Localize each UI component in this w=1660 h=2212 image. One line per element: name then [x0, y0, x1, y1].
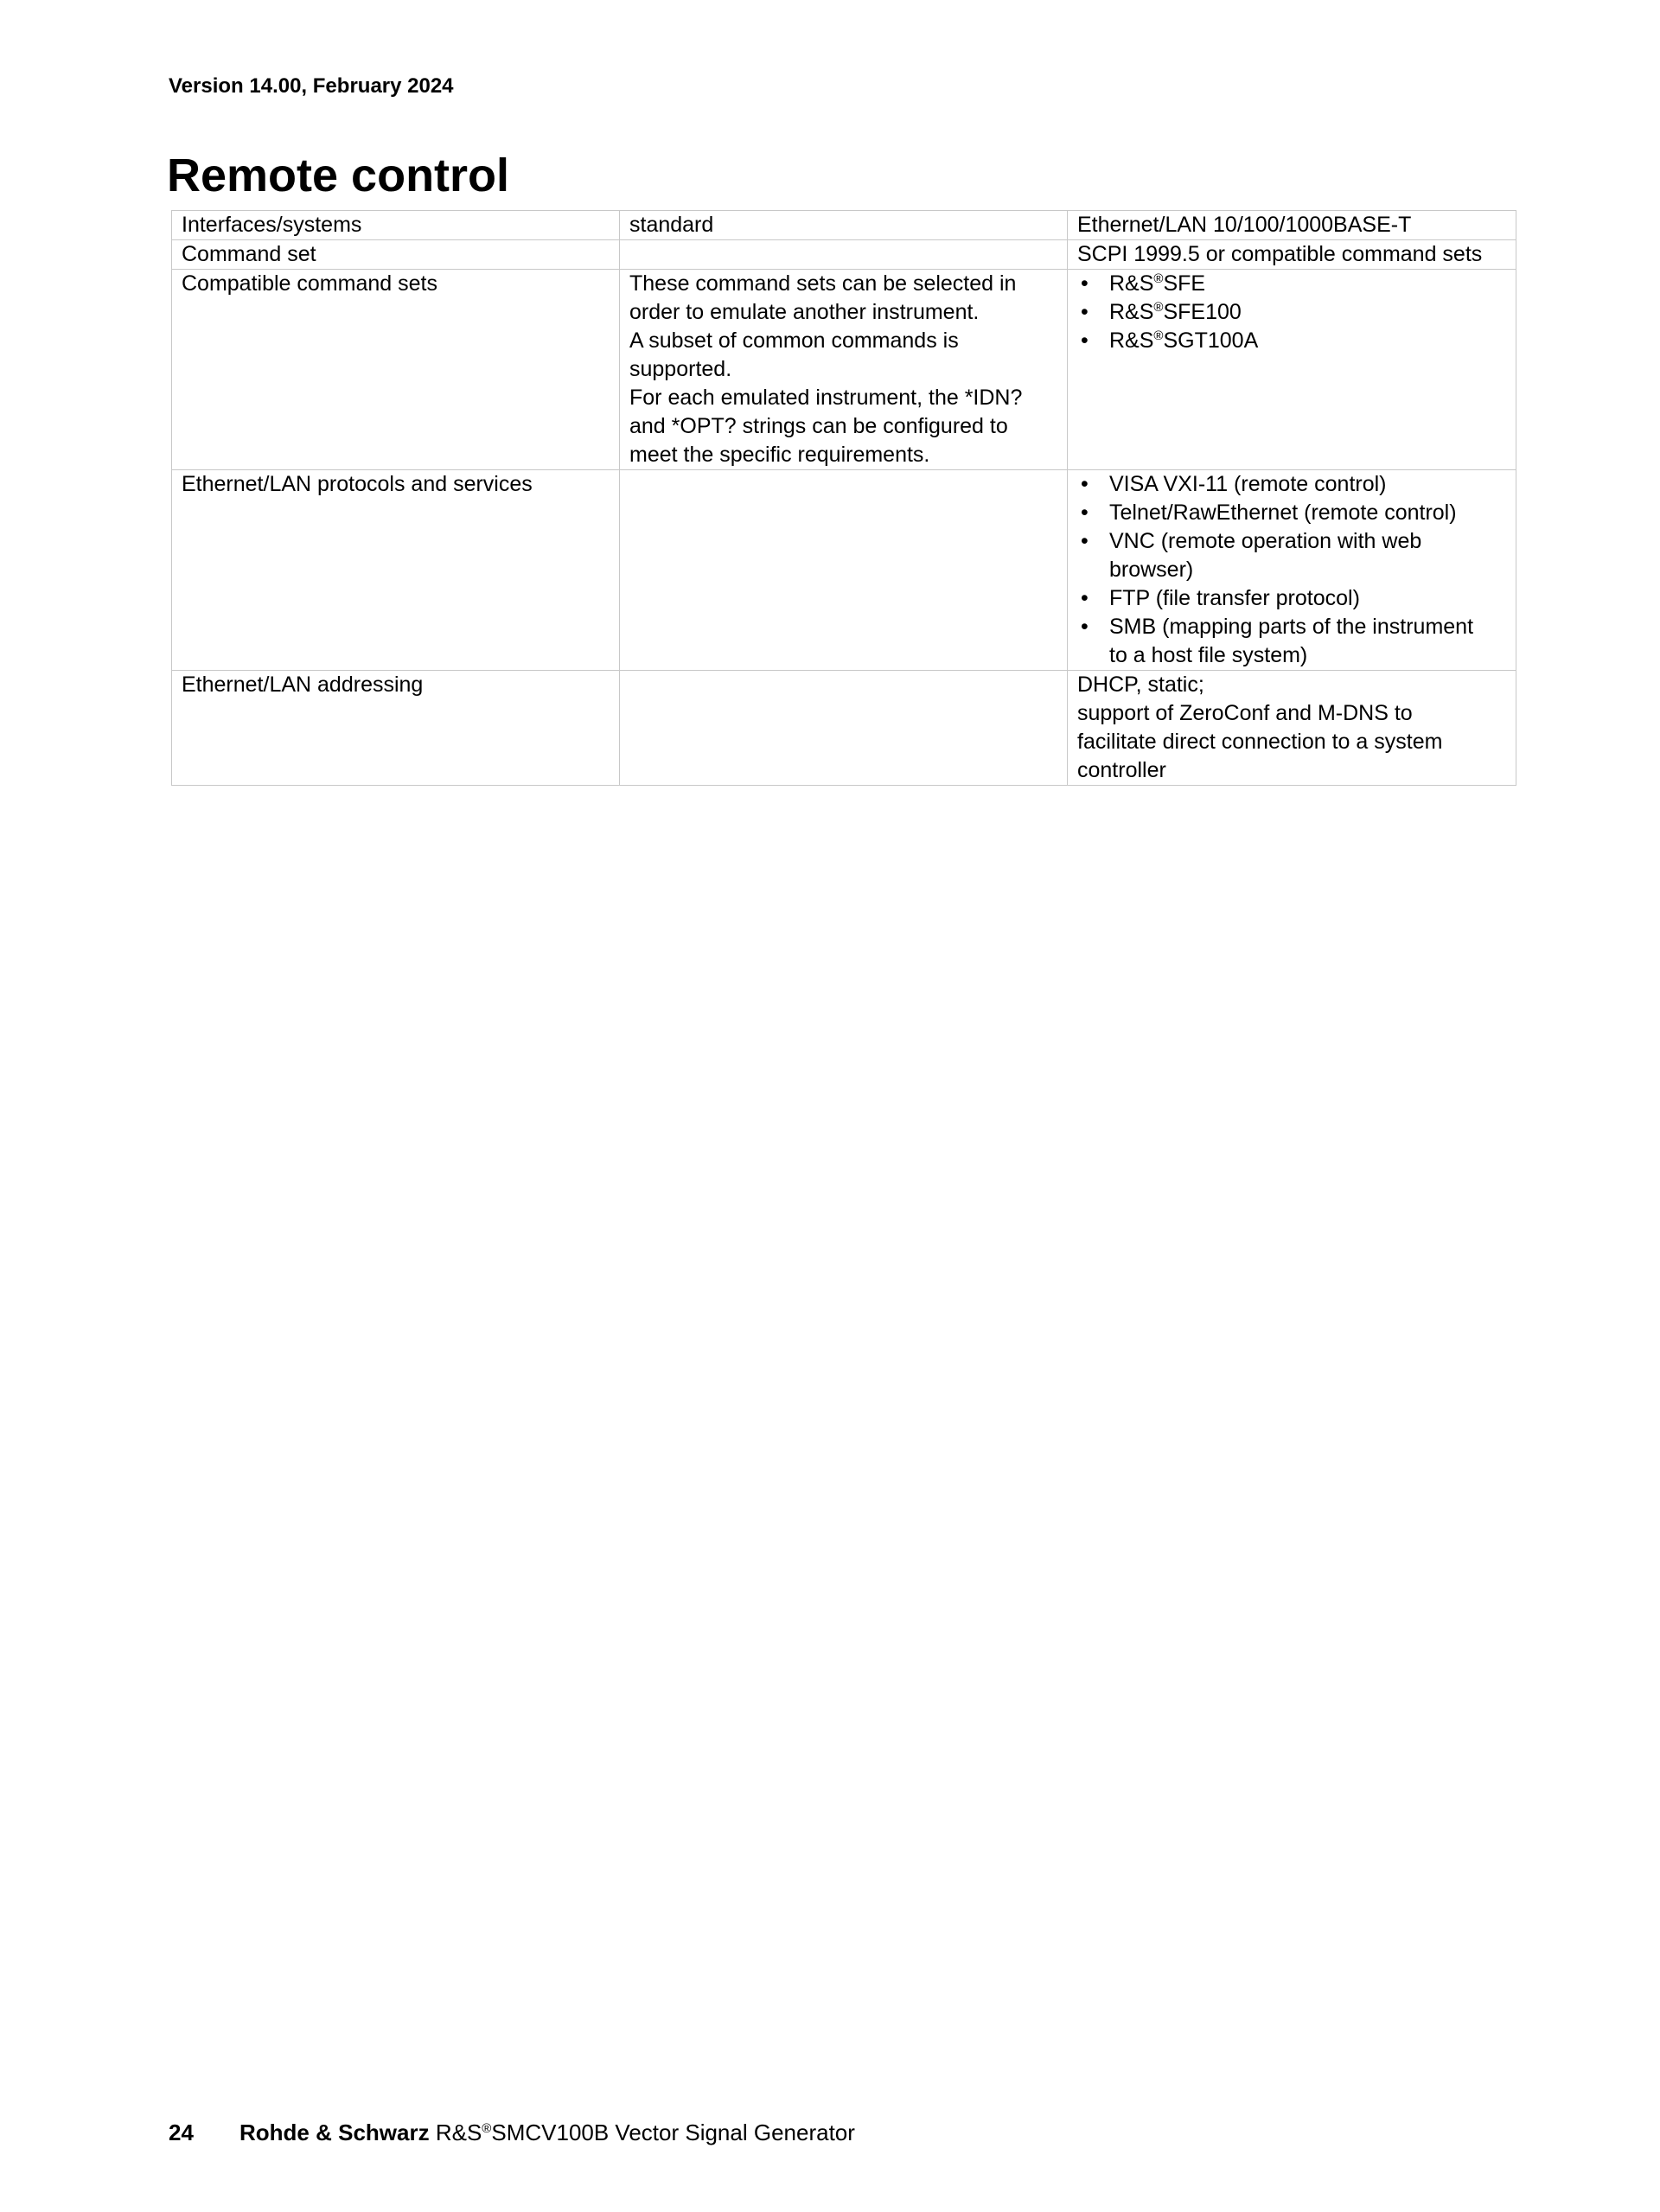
- condition-line: These command sets can be selected in: [629, 271, 1017, 296]
- item-text: VISA VXI-11 (remote control): [1109, 472, 1387, 496]
- list-item: [1077, 270, 1507, 298]
- registered-mark: ®: [482, 2121, 492, 2136]
- spec-value: SCPI 1999.5 or compatible command sets: [1068, 240, 1516, 270]
- condition-line: For each emulated instrument, the *IDN?: [629, 386, 1023, 410]
- item-text: browser): [1109, 558, 1194, 582]
- spec-condition: [620, 470, 1068, 671]
- spec-label: Ethernet/LAN protocols and services: [172, 470, 620, 671]
- protocol-list: [1077, 470, 1507, 670]
- value-line: DHCP, static;: [1077, 673, 1204, 697]
- condition-line: order to emulate another instrument.: [629, 300, 980, 324]
- registered-mark: ®: [1153, 328, 1164, 343]
- spec-condition: [620, 240, 1068, 270]
- table-row: [172, 470, 1516, 671]
- bullet-icon: •: [1081, 328, 1089, 353]
- value-line: support of ZeroConf and M-DNS to: [1077, 701, 1413, 725]
- spec-value: [1068, 671, 1516, 786]
- spec-value: [1068, 270, 1516, 470]
- item-prefix: R&S: [1109, 271, 1154, 296]
- spec-condition: standard: [620, 211, 1068, 240]
- item-prefix: R&S: [1109, 328, 1154, 353]
- spec-label: Compatible command sets: [172, 270, 620, 470]
- item-text: Telnet/RawEthernet (remote control): [1109, 500, 1457, 525]
- page-number: 24: [169, 2120, 194, 2145]
- list-item: [1077, 327, 1507, 355]
- item-text: to a host file system): [1109, 643, 1308, 667]
- section-title: Remote control: [167, 150, 510, 201]
- list-item: [1077, 470, 1507, 499]
- product-name: SMCV100B Vector Signal Generator: [491, 2120, 855, 2145]
- remote-control-spec-table: [171, 210, 1516, 786]
- item-prefix: R&S: [1109, 300, 1154, 324]
- list-item: [1077, 298, 1507, 327]
- list-item: [1077, 613, 1507, 670]
- list-item: [1077, 499, 1507, 527]
- table-row: [172, 671, 1516, 786]
- spec-value: [1068, 470, 1516, 671]
- list-item: [1077, 584, 1507, 613]
- registered-mark: ®: [1153, 271, 1164, 286]
- bullet-icon: •: [1081, 472, 1089, 496]
- value-line: facilitate direct connection to a system: [1077, 730, 1443, 754]
- page-footer: [169, 2120, 855, 2146]
- table-row: [172, 240, 1516, 270]
- spec-label: Ethernet/LAN addressing: [172, 671, 620, 786]
- table-row: [172, 211, 1516, 240]
- spec-condition: [620, 270, 1068, 470]
- bullet-icon: •: [1081, 586, 1089, 610]
- value-line: controller: [1077, 758, 1166, 782]
- item-suffix: SFE100: [1163, 300, 1242, 324]
- item-text: SMB (mapping parts of the instrument: [1109, 615, 1474, 639]
- bullet-icon: •: [1081, 271, 1089, 296]
- table-row: [172, 270, 1516, 470]
- bullet-icon: •: [1081, 300, 1089, 324]
- bullet-icon: •: [1081, 500, 1089, 525]
- spec-label: Interfaces/systems: [172, 211, 620, 240]
- condition-line: A subset of common commands is: [629, 328, 959, 353]
- document-version: Version 14.00, February 2024: [169, 74, 454, 98]
- item-text: FTP (file transfer protocol): [1109, 586, 1360, 610]
- condition-line: supported.: [629, 357, 732, 381]
- item-text: VNC (remote operation with web: [1109, 529, 1422, 553]
- condition-line: and *OPT? strings can be configured to: [629, 414, 1008, 438]
- bullet-icon: •: [1081, 529, 1089, 553]
- registered-mark: ®: [1153, 300, 1164, 315]
- spec-label: Command set: [172, 240, 620, 270]
- spec-condition: [620, 671, 1068, 786]
- bullet-icon: •: [1081, 615, 1089, 639]
- product-prefix: R&S: [435, 2120, 482, 2145]
- company-name: Rohde & Schwarz: [239, 2120, 430, 2145]
- compatible-instrument-list: [1077, 270, 1507, 355]
- item-suffix: SGT100A: [1163, 328, 1259, 353]
- item-suffix: SFE: [1163, 271, 1206, 296]
- condition-line: meet the specific requirements.: [629, 443, 930, 467]
- spec-value: Ethernet/LAN 10/100/1000BASE-T: [1068, 211, 1516, 240]
- list-item: [1077, 527, 1507, 584]
